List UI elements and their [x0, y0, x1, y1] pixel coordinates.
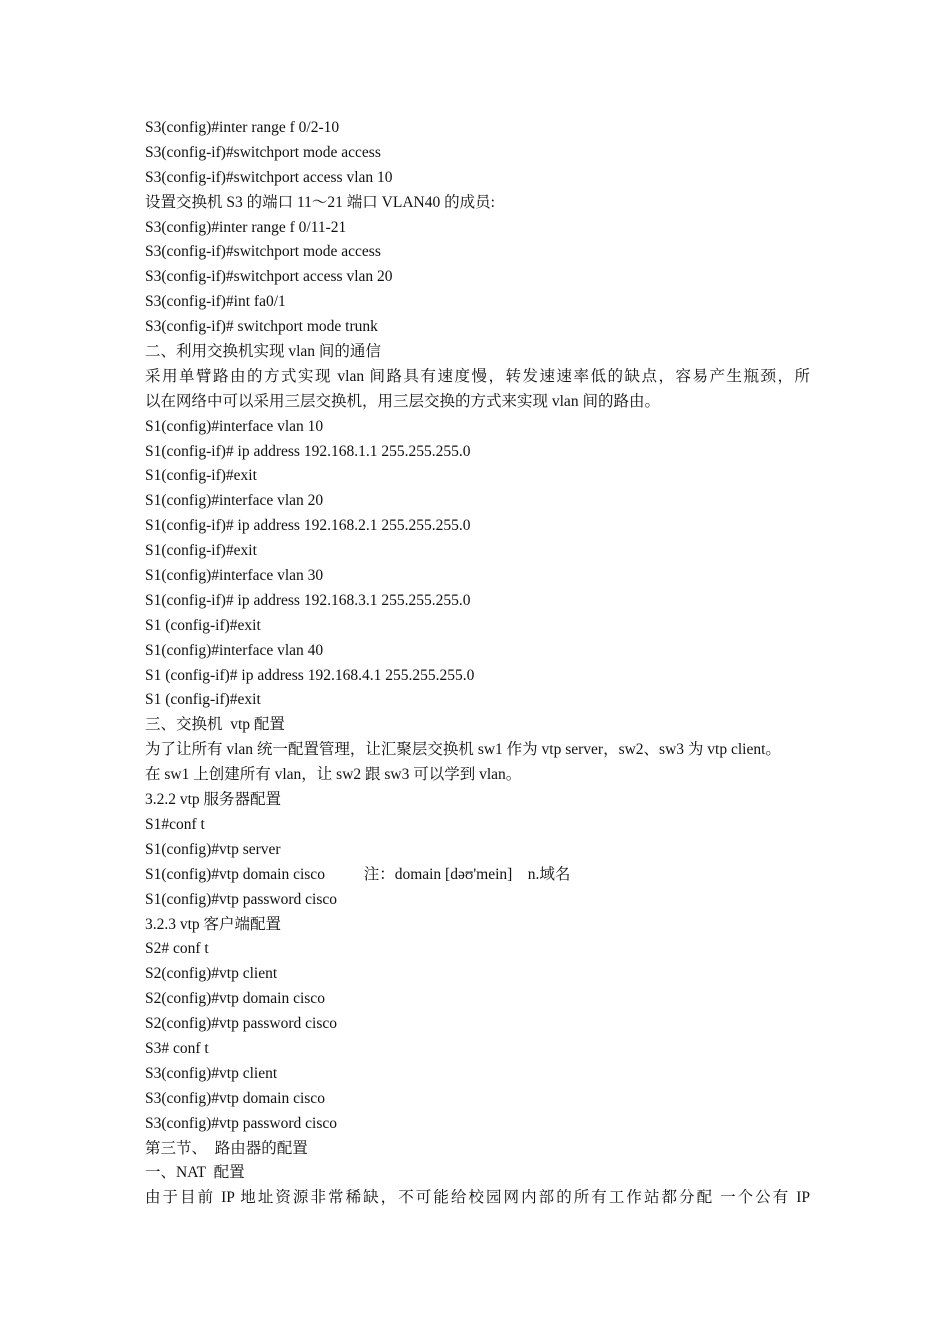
text-line: S3(config-if)#int fa0/1 — [145, 293, 286, 311]
text-line: S1(config)#vtp password cisco — [145, 890, 337, 908]
text-line-with-note: S1(config)#vtp domain cisco 注：domain [dəʊ'mein] n.域名 — [145, 865, 571, 883]
text-line: S3(config-if)#switchport mode access — [145, 243, 381, 261]
text-line: S3(config-if)# switchport mode trunk — [145, 318, 378, 336]
text-line: S3(config-if)#switchport mode access — [145, 143, 381, 161]
text-line: S1 (config-if)#exit — [145, 616, 261, 634]
text-line: S3(config-if)#switchport access vlan 20 — [145, 268, 393, 286]
text-line: S1 (config-if)# ip address 192.168.4.1 255.255.255.0 — [145, 666, 475, 684]
text-line: S2(config)#vtp password cisco — [145, 1015, 337, 1033]
text-line: S1(config)#interface vlan 20 — [145, 492, 324, 510]
document-body — [145, 116, 810, 1211]
section-heading: 二、利用交换机实现 vlan 间的通信 — [145, 343, 381, 361]
paragraph-line: 为了让所有 vlan 统一配置管理，让汇聚层交换机 sw1 作为 vtp server，sw2、sw3 为 vtp client。 — [145, 741, 781, 759]
text-line: S1#conf t — [145, 815, 205, 833]
text-line: S1(config-if)#exit — [145, 467, 257, 485]
text-line: S1(config)#vtp server — [145, 840, 281, 858]
text-line: S1(config-if)#exit — [145, 542, 257, 560]
text-line: S1(config)#interface vlan 10 — [145, 417, 324, 435]
text-line: S1(config-if)# ip address 192.168.1.1 255.255.255.0 — [145, 442, 471, 460]
text-line: S1 (config-if)#exit — [145, 691, 261, 709]
text-line: S1(config-if)# ip address 192.168.2.1 255.255.255.0 — [145, 517, 471, 535]
text-line: S2(config)#vtp client — [145, 965, 278, 983]
text-line: S2(config)#vtp domain cisco — [145, 990, 325, 1008]
subsection-heading: 3.2.2 vtp 服务器配置 — [145, 791, 282, 809]
paragraph-line: 采用单臂路由的方式实现 vlan 间路具有速度慢，转发速速率低的缺点，容易产生瓶颈，所 — [145, 367, 810, 385]
text-line: S3# conf t — [145, 1039, 209, 1057]
text-line: S3(config)#inter range f 0/11-21 — [145, 218, 347, 236]
chapter-heading: 第三节、 路由器的配置 — [145, 1139, 308, 1157]
section-heading: 三、交换机 vtp 配置 — [145, 716, 285, 734]
text-line: S3(config-if)#switchport access vlan 10 — [145, 168, 393, 186]
paragraph-line: 以在网络中可以采用三层交换机，用三层交换的方式来实现 vlan 间的路由。 — [145, 392, 660, 410]
text-line: S3(config)#vtp client — [145, 1064, 278, 1082]
section-heading: 一、NAT 配置 — [145, 1164, 245, 1182]
text-line: S1(config)#interface vlan 30 — [145, 567, 324, 585]
paragraph-line: 由于目前 IP 地址资源非常稀缺，不可能给校园网内部的所有工作站都分配 一个公有 IP — [145, 1189, 810, 1207]
text-line: S3(config)#vtp domain cisco — [145, 1089, 325, 1107]
paragraph-line: 在 sw1 上创建所有 vlan，让 sw2 跟 sw3 可以学到 vlan。 — [145, 766, 522, 784]
text-line: S3(config)#inter range f 0/2-10 — [145, 119, 340, 136]
text-line: S1(config-if)# ip address 192.168.3.1 255.255.255.0 — [145, 591, 471, 609]
subsection-heading: 3.2.3 vtp 客户端配置 — [145, 915, 282, 933]
text-line: S1(config)#interface vlan 40 — [145, 641, 324, 659]
text-line: S3(config)#vtp password cisco — [145, 1114, 337, 1132]
text-line: 设置交换机 S3 的端口 11～21 端口 VLAN40 的成员: — [145, 193, 495, 211]
text-line: S2# conf t — [145, 940, 209, 958]
